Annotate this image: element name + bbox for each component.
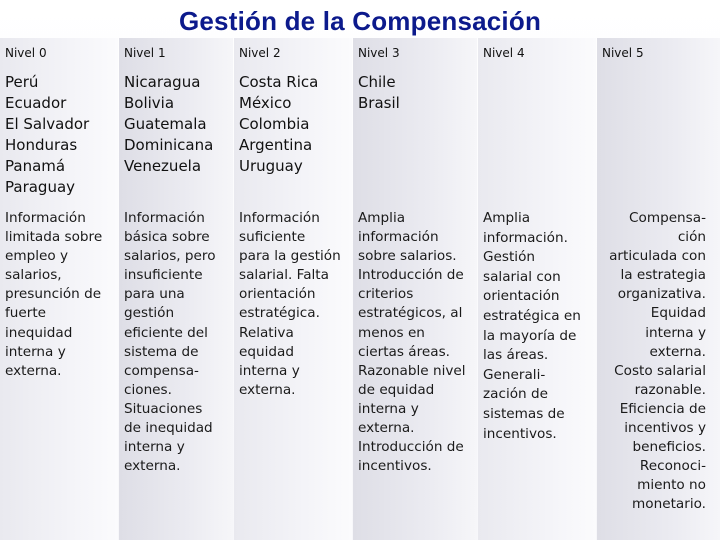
description-line: la estrategia [620, 267, 706, 284]
description-line: Eficiencia de [619, 400, 706, 417]
country: Ecuador [5, 94, 67, 112]
description-line: incentivos. [483, 425, 557, 442]
description-line: de equidad [358, 381, 435, 398]
description-line: empleo y [5, 248, 69, 265]
description-line: salarial con [483, 268, 561, 285]
country: El Salvador [5, 115, 90, 133]
description-line: Introducción de [358, 267, 464, 284]
description-line: monetario. [632, 496, 706, 513]
country: Perú [5, 73, 39, 91]
description-line: externa. [239, 381, 296, 398]
level-description [124, 209, 216, 476]
country: Argentina [239, 136, 313, 154]
description-line: para una [124, 286, 185, 303]
description-line: Información [124, 210, 205, 226]
country: México [239, 94, 292, 112]
description-line: compensa- [124, 362, 199, 379]
description-line: Situaciones [124, 400, 203, 417]
description-line: zación de [483, 386, 548, 403]
country: Guatemala [124, 115, 207, 133]
description-line: razonable. [634, 381, 706, 398]
description-line: Amplia [358, 210, 406, 226]
description-line: estratégicos, al [358, 305, 463, 322]
description-line: articulada con [609, 248, 706, 265]
description-line: equidad [239, 343, 294, 360]
level-description [5, 209, 102, 381]
country: Chile [358, 73, 396, 91]
description-line: Gestión [483, 249, 536, 266]
description-line: criterios [358, 286, 414, 303]
description-line: interna y [645, 324, 706, 341]
level-description [239, 209, 341, 400]
description-line: las áreas. [483, 347, 549, 364]
description-line: menos en [358, 324, 425, 341]
description-line: salarios, pero [124, 248, 216, 265]
country: Honduras [5, 136, 78, 154]
description-line: Equidad [650, 305, 706, 322]
country: Uruguay [239, 157, 303, 175]
description-line: información [358, 229, 439, 246]
description-line: limitada sobre [5, 229, 103, 246]
level-label: Nivel 0 [5, 46, 47, 60]
country: Brasil [358, 94, 400, 112]
description-line: Relativa [239, 324, 294, 341]
description-line: interna y [5, 343, 66, 360]
description-line: de inequidad [124, 420, 213, 437]
page-title: Gestión de la Compensación [178, 6, 542, 36]
description-line: suficiente [239, 229, 306, 246]
description-line: salarial. Falta [239, 267, 329, 284]
description-line: para la gestión [239, 248, 341, 265]
description-line: ciertas áreas. [358, 343, 450, 360]
description-line: Introducción de [358, 439, 464, 456]
country: Nicaragua [124, 73, 201, 91]
description-line: beneficios. [632, 439, 706, 456]
level-column-2 [234, 38, 352, 540]
level-column-1 [119, 38, 233, 540]
country: Bolivia [124, 94, 175, 112]
country-list [124, 72, 213, 177]
description-line: sistema de [124, 343, 199, 360]
description-line: estratégica en [483, 307, 581, 324]
description-line: ción [677, 229, 706, 246]
country: Costa Rica [239, 73, 319, 91]
description-line: salarios, [5, 267, 62, 284]
description-line: externa. [358, 420, 415, 437]
description-line: Generali- [483, 366, 546, 383]
description-line: interna y [124, 439, 185, 456]
description-line: Razonable nivel [358, 362, 466, 379]
description-line: Información [239, 210, 320, 226]
level-label: Nivel 1 [124, 46, 166, 60]
description-line: Amplia [483, 210, 531, 226]
description-line: presunción de [5, 286, 102, 303]
country: Dominicana [124, 136, 214, 154]
description-line: interna y [239, 362, 300, 379]
description-line: orientación [239, 286, 316, 303]
description-line: incentivos y [624, 420, 706, 437]
level-column-0 [0, 38, 118, 540]
description-line: Costo salarial [614, 362, 706, 379]
description-line: eficiente del [124, 324, 208, 341]
description-line: insuficiente [124, 267, 203, 284]
description-line: estratégica. [239, 305, 320, 322]
description-line: Reconoci- [639, 458, 706, 475]
description-line: Información [5, 210, 86, 226]
country-list [239, 72, 318, 177]
description-line: la mayoría de [483, 327, 577, 344]
description-line: miento no [637, 477, 706, 494]
level-label: Nivel 5 [602, 46, 644, 60]
description-line: orientación [483, 288, 560, 305]
description-line: interna y [358, 400, 419, 417]
level-description [483, 209, 581, 444]
description-line: organizativa. [617, 286, 706, 303]
level-label: Nivel 2 [239, 46, 281, 60]
level-column-5 [597, 38, 720, 540]
description-line: básica sobre [124, 229, 210, 246]
description-line: sistemas de [483, 405, 565, 422]
country: Paraguay [5, 178, 76, 196]
level-column-4 [478, 38, 596, 540]
country-list [358, 72, 400, 114]
description-line: externa. [5, 362, 62, 379]
country-list [5, 72, 89, 198]
description-line: gestión [124, 305, 175, 322]
description-line: sobre salarios. [358, 248, 457, 265]
level-column-3 [353, 38, 477, 540]
level-label: Nivel 3 [358, 46, 400, 60]
description-line: inequidad [5, 324, 73, 341]
description-line: externa. [649, 343, 706, 360]
description-line: fuerte [5, 305, 47, 322]
description-line: Compensa- [629, 210, 706, 226]
level-label: Nivel 4 [483, 46, 525, 60]
country: Venezuela [124, 157, 202, 175]
description-line: externa. [124, 458, 181, 475]
level-description [609, 209, 706, 515]
country: Panamá [5, 157, 66, 175]
description-line: información. [483, 229, 568, 246]
description-line: ciones. [124, 381, 172, 398]
description-line: incentivos. [358, 458, 432, 475]
level-description [358, 209, 466, 476]
country: Colombia [239, 115, 310, 133]
